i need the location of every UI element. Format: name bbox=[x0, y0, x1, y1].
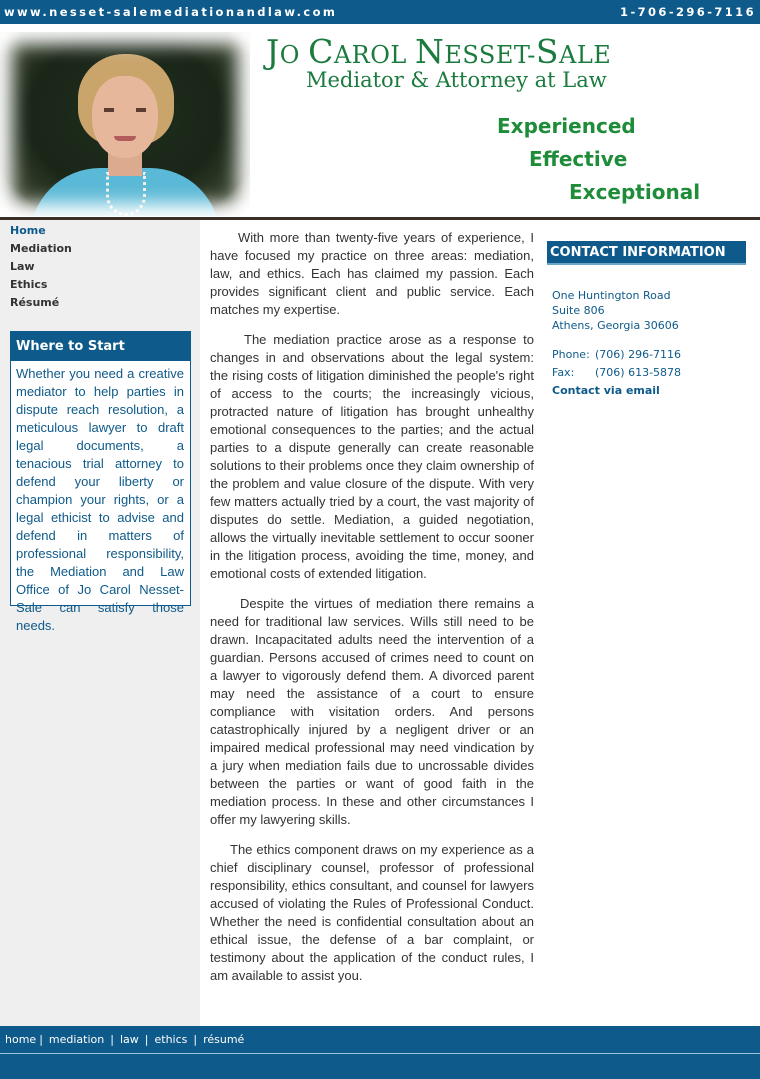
intro-paragraph: With more than twenty-five years of experience, I have focused my practice on three areas: mediation, law, and ethics. Each has claimed my passion. Each provides significant client and public service. Each matches my expertise. bbox=[210, 230, 534, 317]
phone-label: Phone: bbox=[552, 348, 590, 361]
site-name: JO CAROL NESSET-SALE bbox=[266, 32, 612, 71]
fax-row bbox=[552, 364, 681, 382]
nav-law[interactable]: Law bbox=[10, 260, 35, 273]
footer-divider bbox=[0, 1053, 760, 1054]
footer-separator: | bbox=[193, 1033, 198, 1046]
phone-row bbox=[552, 346, 681, 364]
where-to-start-box bbox=[10, 331, 191, 633]
contact-info bbox=[552, 288, 681, 400]
phone-value: (706) 296-7116 bbox=[595, 348, 682, 361]
nav-home[interactable]: Home bbox=[10, 224, 46, 237]
ethics-paragraph: The ethics component draws on my experience as a chief disciplinary counsel, professor of professional responsibility, ethics consultant, and counsel for lawyers accused of violating the Rules of Professional Conduct. Whether the need is confidential consultation about an ethical issue, the defense of a bar complaint, or testimony about the application of the conduct rules, I am available to assist you. bbox=[210, 842, 534, 983]
site-subtitle: Mediator & Attorney at Law bbox=[306, 68, 607, 92]
contact-email-link[interactable]: Contact via email bbox=[552, 384, 660, 397]
footer-separator: | bbox=[39, 1033, 43, 1046]
tagline-effective: Effective bbox=[529, 147, 628, 171]
address-line: Suite 806 bbox=[552, 304, 605, 317]
contact-title: CONTACT INFORMATION bbox=[547, 241, 746, 265]
fax-value: (706) 613-5878 bbox=[595, 366, 682, 379]
where-to-start-text: Whether you need a creative mediator to help parties in dispute reach resolution, a meticulous lawyer to draft legal documents, a tenacious trial attorney to defend your liberty or champion your rights, or a legal ethicist to advise and defend in matters of professional responsibility, the Mediation and Law Office of Jo Carol Nesset-Sale can satisfy those needs. bbox=[16, 366, 184, 633]
footer-links bbox=[5, 1033, 244, 1046]
footer bbox=[0, 1026, 760, 1079]
address-line: Athens, Georgia 30606 bbox=[552, 319, 679, 332]
footer-link-mediation[interactable]: mediation bbox=[48, 1033, 105, 1046]
nav-resume[interactable]: Résumé bbox=[10, 296, 60, 309]
site-url: www.nesset-salemediationandlaw.com bbox=[4, 5, 338, 19]
portrait-photo bbox=[0, 32, 250, 216]
footer-separator: | bbox=[110, 1033, 114, 1046]
mediation-paragraph: The mediation practice arose as a response to changes in and observations about the legal system: the rising costs of litigation diminished the people's right of access to the courts; the increasingly vicious, protracted nature of litigation has brought unhealthy emotional consequences to the parties; and the actual parties to a dispute generally can create reasonable solutions to their problems once they claim ownership of the problem and value closure of the dispute. With very few matters actually tried by a court, the vast majority of disputes do settle. Mediation, a guided negotiation, allows the virtually inevitable settlement to occur sooner in the litigation process, avoiding the time, money, and emotional costs of extended litigation. bbox=[210, 332, 534, 581]
side-nav bbox=[10, 224, 72, 314]
footer-link-law[interactable]: law bbox=[119, 1033, 139, 1046]
header bbox=[0, 24, 760, 217]
tagline-experienced: Experienced bbox=[497, 114, 636, 138]
tagline-exceptional: Exceptional bbox=[569, 180, 701, 204]
footer-link-ethics[interactable]: ethics bbox=[154, 1033, 188, 1046]
where-to-start-title: Where to Start bbox=[11, 332, 190, 361]
fax-label: Fax: bbox=[552, 366, 575, 379]
nav-ethics[interactable]: Ethics bbox=[10, 278, 48, 291]
footer-link-resume[interactable]: résumé bbox=[203, 1033, 245, 1046]
law-paragraph: Despite the virtues of mediation there remains a need for traditional law services. Wills still need to be drawn. Incapacitated adults need the intervention of a guardian. Persons accused of crimes need to count on a lawyer to vigorously defend them. A divorced parent may need the assistance of a court to ensure compliance with visitation orders. And persons catastrophically injured by a negligent driver or an impaired medical professional may need vindication by a jury when mediation fails due to uncrossable divides between the parties or want of good faith in the mediation process. In these and other circumstances I offer my lawyering skills. bbox=[210, 596, 534, 827]
footer-link-home[interactable]: home bbox=[5, 1033, 37, 1046]
top-bar bbox=[0, 0, 760, 24]
main-content bbox=[210, 229, 534, 997]
top-phone: 1-706-296-7116 bbox=[620, 5, 756, 19]
footer-separator: | bbox=[144, 1033, 149, 1046]
address-line: One Huntington Road bbox=[552, 289, 671, 302]
left-sidebar bbox=[0, 220, 200, 1026]
nav-mediation[interactable]: Mediation bbox=[10, 242, 72, 255]
